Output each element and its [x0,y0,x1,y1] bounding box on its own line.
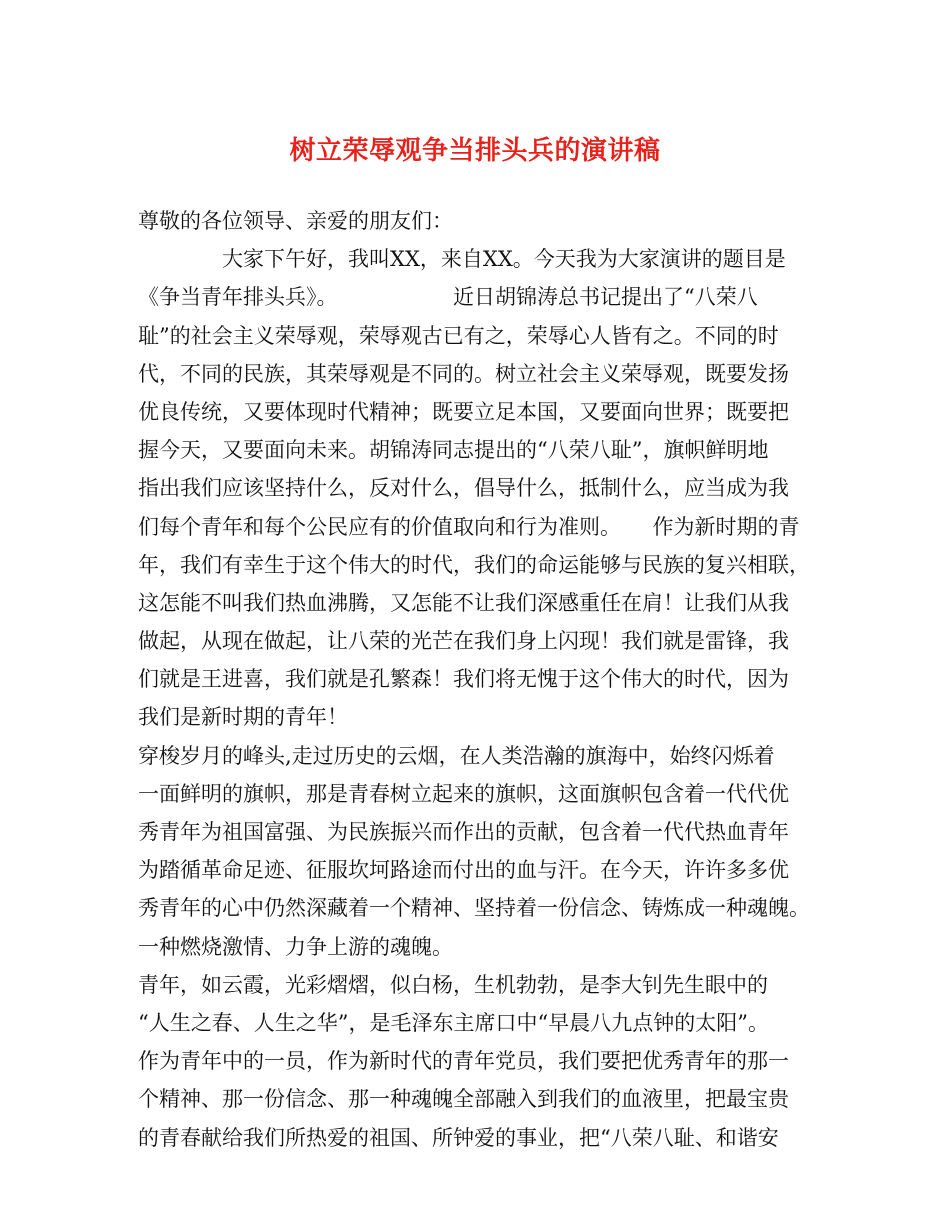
text-line: 这怎能不叫我们热血沸腾，又怎能不让我们深感重任在肩！让我们从我 [138,590,789,615]
text-line: 我们是新时期的青年！ [138,705,348,730]
document-title: 树立荣辱观争当排头兵的演讲稿 [289,136,661,166]
text-line: 一种燃烧激情、力争上游的魂魄。 [138,934,453,959]
text-line: 作为青年中的一员，作为新时代的青年党员，我们要把优秀青年的那一 [138,1049,789,1074]
text-line: 们就是王进喜，我们就是孔繁森！我们将无愧于这个伟大的时代，因为 [138,667,789,692]
text-line: 年，我们有幸生于这个伟大的时代，我们的命运能够与民族的复兴相联， [138,552,810,577]
text-line: 指出我们应该坚持什么，反对什么，倡导什么，抵制什么，应当成为我 [138,476,789,501]
text-line: 大家下午好，我叫XX，来自XX。今天我为大家演讲的题目是 [138,247,786,272]
text-line: 们每个青年和每个公民应有的价值取向和行为准则。 作为新时期的青 [138,514,800,539]
text-line: 《争当青年排头兵》。 近日胡锦涛总书记提出了“八荣八 [138,285,758,310]
text-line: 青年，如云霞，光彩熠熠，似白杨，生机勃勃，是李大钊先生眼中的 [138,972,768,997]
text-line: 一面鲜明的旗帜，那是青春树立起来的旗帜，这面旗帜包含着一代代优 [138,781,789,806]
text-line: 为踏循革命足迹、征服坎坷路途而付出的血与汗。在今天，许许多多优 [138,858,789,883]
text-line: 优良传统，又要体现时代精神；既要立足本国，又要面向世界；既要把 [138,399,789,424]
text-line: 穿梭岁月的峰头,走过历史的云烟，在人类浩瀚的旗海中，始终闪烁着 [138,743,775,768]
text-line: 的青春献给我们所热爱的祖国、所钟爱的事业，把“八荣八耻、和谐安 [138,1125,779,1150]
text-line: 握今天，又要面向未来。胡锦涛同志提出的“八荣八耻”，旗帜鲜明地 [138,438,769,463]
text-line: 做起，从现在做起，让八荣的光芒在我们身上闪现！我们就是雷锋，我 [138,629,789,654]
text-line: 尊敬的各位领导、亲爱的朋友们： [138,209,453,233]
text-line: 秀青年为祖国富强、为民族振兴而作出的贡献，包含着一代代热血青年 [138,820,789,844]
text-line: 耻”的社会主义荣辱观，荣辱观古已有之，荣辱心人皆有之。不同的时 [138,323,779,348]
text-line: 代，不同的民族，其荣辱观是不同的。树立社会主义荣辱观，既要发扬 [138,361,789,386]
text-line: “人生之春、人生之华”，是毛泽东主席口中“早晨八九点钟的太阳”。 [138,1010,769,1035]
speech-body [138,202,818,1157]
text-line: 秀青年的心中仍然深藏着一个精神、坚持着一份信念、铸炼成一种魂魄。 [138,896,810,921]
text-line: 个精神、那一份信念、那一种魂魄全部融入到我们的血液里，把最宝贵 [138,1087,789,1112]
